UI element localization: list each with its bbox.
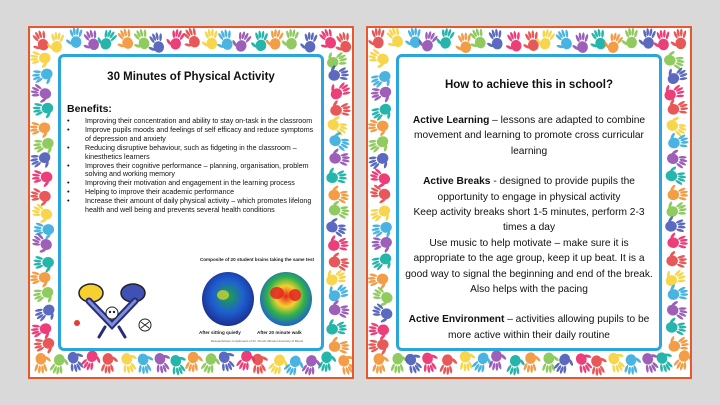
handprint-icon (672, 348, 690, 374)
benefits-list (65, 117, 315, 215)
active-learning-label: Active Learning (412, 115, 490, 126)
active-environment-text: – activities allowing pupils to be more active within their daily routine (448, 314, 650, 341)
handprint-icon (664, 164, 688, 186)
handprint-icon (502, 30, 524, 54)
handprint-icon (33, 255, 54, 273)
handprint-icon (200, 28, 219, 50)
handprint-icon (666, 250, 687, 269)
handprint-icon (32, 301, 58, 326)
music-text: Use music to help motivate – make sure it is appropriate to the age group, keep it up beat. It is a good way to signal the beginning and end of the break. Also helps with the pacing (405, 237, 653, 296)
handprint-icon (267, 352, 292, 377)
handprint-icon (30, 231, 55, 256)
handprint-icon (32, 101, 54, 121)
handprint-icon (335, 351, 352, 377)
handprint-icon (381, 28, 406, 51)
active-breaks-text: - designed to provide pupils the opportunity to engage in physical activity (437, 176, 635, 203)
benefit-item: • Increase their amount of daily physical activity – which promotes lifelong health and well being and prevents several health conditions (65, 197, 315, 215)
handprint-icon (637, 28, 656, 49)
handprint-icon (552, 351, 577, 377)
handprint-icon (100, 353, 119, 374)
handprint-icon (328, 198, 352, 220)
brain-scan-caption-walk: After 20 minute walk (257, 330, 302, 335)
brain-scan-source: Research/scan compliments of Dr. Chuck Hillman University of Illinois (210, 339, 304, 343)
handprint-icon (434, 28, 456, 50)
active-environment-label: Active Environment (408, 314, 505, 326)
handprint-icon (586, 28, 608, 52)
handprint-icon (30, 187, 52, 208)
handprint-icon (368, 322, 390, 341)
handprint-icon (263, 28, 284, 51)
handprint-icon (299, 31, 319, 53)
handprint-icon (551, 28, 576, 53)
benefit-item: • Improve pupils moods and feelings of self efficacy and reduce symptoms of depression and anxiety (65, 126, 315, 144)
handprint-icon (484, 28, 505, 51)
handprint-icon (30, 83, 53, 106)
handprint-icon (368, 150, 392, 175)
how-to-body (403, 113, 655, 343)
handprint-icon (31, 284, 56, 307)
handprint-icon (368, 28, 385, 49)
handprint-icon (30, 270, 51, 288)
handprint-icon (30, 121, 51, 140)
handprint-icon (118, 350, 141, 375)
handprint-icon (488, 349, 508, 372)
handprint-icon (325, 317, 347, 337)
handprint-icon (216, 348, 240, 374)
handprint-icon (45, 31, 65, 53)
handprint-icon (326, 77, 352, 103)
benefits-card (28, 26, 354, 379)
handprint-icon (523, 352, 542, 374)
handprint-icon (665, 215, 686, 234)
handprint-icon (79, 348, 104, 374)
handprint-icon (653, 348, 678, 374)
how-to-card (366, 26, 692, 379)
handprint-icon (621, 28, 639, 48)
handprint-icon (390, 353, 409, 375)
brain-scan-caption-sitting: After sitting quietly (199, 330, 241, 335)
handprint-icon (65, 28, 83, 48)
handprint-icon (601, 30, 624, 55)
brain-scan-images (199, 267, 315, 329)
handprint-icon (368, 119, 389, 137)
handprint-icon (325, 166, 347, 185)
handprint-icon (280, 28, 299, 50)
benefits-heading: Benefits: (67, 103, 112, 115)
handprint-icon (370, 84, 394, 106)
handprint-icon (458, 350, 478, 372)
active-environment-paragraph (403, 312, 655, 343)
brain-scan-title: Composite of 20 student brains taking the same test (199, 257, 315, 262)
handprint-icon (94, 28, 119, 52)
handprint-icon (368, 47, 391, 71)
benefit-item: • Helping to improve their academic performance (65, 188, 315, 197)
handprint-icon (665, 316, 688, 336)
handprint-icon (31, 169, 52, 188)
handprint-icon (665, 147, 690, 170)
handprint-icon (327, 129, 352, 153)
handprint-icon (328, 298, 351, 319)
benefit-item: • Improving their motivation and engagement in the learning process (65, 179, 315, 188)
benefit-item: • Improving their concentration and ability to stay on-task in the classroom (65, 117, 315, 126)
how-to-title: How to achieve this in school? (444, 79, 614, 91)
handprint-icon (402, 349, 427, 375)
handprint-icon (368, 167, 392, 191)
handprint-icon (368, 202, 394, 226)
handprint-icon (113, 28, 137, 52)
handprint-icon (30, 28, 52, 54)
handprint-icon (30, 149, 54, 172)
benefit-item: • Reducing disruptive behaviour, such as fidgeting in the classroom – kinesthetics learners (65, 144, 315, 162)
handprint-icon (229, 28, 253, 54)
handprint-icon (669, 28, 688, 50)
handprint-icon (371, 235, 393, 255)
brain-scan-figure (195, 257, 319, 349)
handprint-icon (34, 353, 52, 374)
handprint-icon (129, 28, 153, 53)
benefits-panel (58, 54, 324, 351)
handprint-icon (178, 28, 203, 52)
handprint-icon (48, 352, 71, 377)
handprint-icon (664, 113, 690, 138)
handprint-icon (329, 147, 351, 167)
handprint-icon (135, 352, 156, 375)
handprint-icon (667, 231, 688, 250)
handprint-icon (372, 353, 390, 374)
handprint-icon (317, 350, 339, 374)
handprint-icon (662, 48, 686, 70)
handprint-icon (184, 351, 205, 374)
breaks-duration-text: Keep activity breaks short 1-5 minutes, perform 2-3 times a day (413, 207, 645, 234)
handprint-icon (505, 354, 527, 377)
handprint-icon (314, 28, 339, 53)
handprint-icon (30, 51, 51, 69)
handprint-icon (403, 28, 423, 49)
handprint-icon (624, 354, 642, 375)
handprint-icon (323, 265, 349, 289)
handprint-icon (31, 66, 55, 88)
handprint-icon (164, 28, 187, 51)
handprint-icon (327, 250, 351, 272)
mascot-illustration (69, 273, 155, 343)
handprint-icon (664, 197, 689, 220)
handprint-icon (250, 352, 271, 375)
active-breaks-paragraph (403, 174, 655, 205)
benefit-item: • Improves their cognitive performance – planning, organisation, problem solving and working memory (65, 162, 315, 180)
active-learning-paragraph (403, 113, 655, 159)
handprint-icon (419, 350, 441, 374)
benefits-card-title: 30 Minutes of Physical Activity (107, 71, 275, 83)
handprint-icon (439, 353, 459, 376)
handprint-icon (327, 233, 349, 253)
handprint-icon (667, 183, 689, 202)
handprint-icon (589, 354, 610, 377)
how-to-panel (396, 54, 662, 351)
handprint-icon (328, 335, 350, 354)
handprint-icon (329, 98, 351, 117)
active-learning-text: – lessons are adapted to combine movement and learning to promote cross curricular learning (414, 115, 646, 157)
handprint-icon (453, 32, 473, 55)
active-breaks-label: Active Breaks (423, 176, 491, 188)
handprint-icon (665, 298, 690, 321)
handprint-icon (369, 250, 395, 275)
handprint-icon (571, 32, 590, 53)
handprint-icon (33, 336, 56, 357)
